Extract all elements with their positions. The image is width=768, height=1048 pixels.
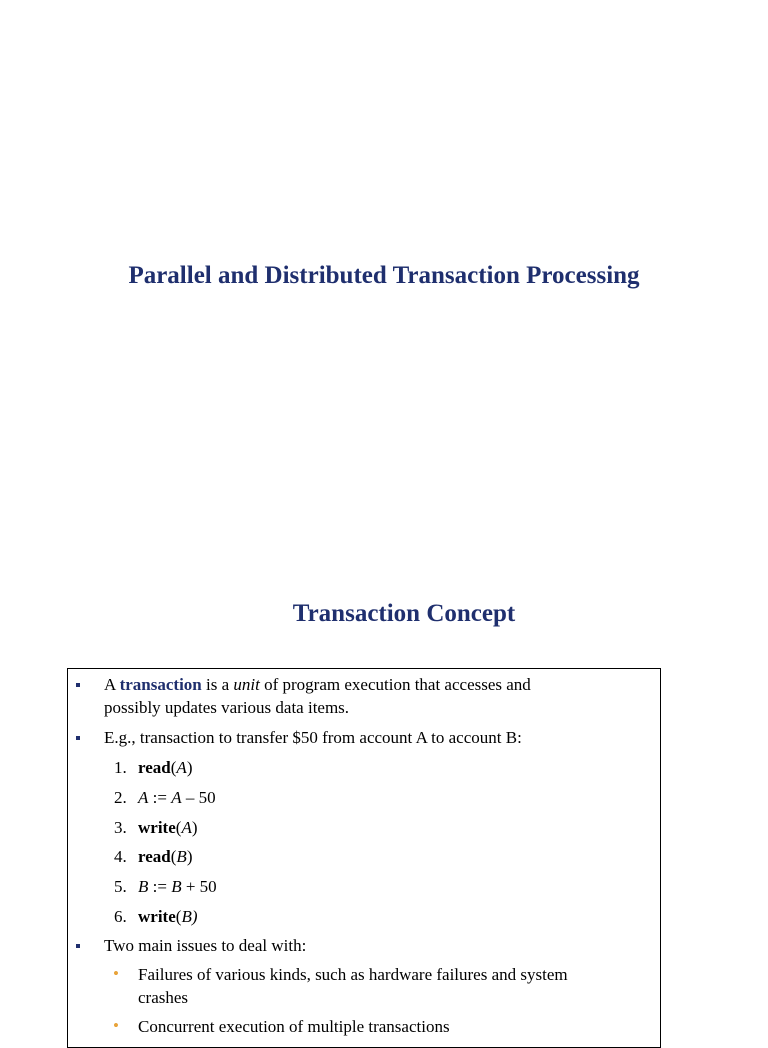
- step-number: 6.: [114, 907, 127, 926]
- term-transaction: transaction: [119, 675, 202, 694]
- keyword: read: [138, 847, 171, 866]
- text: (: [170, 758, 177, 777]
- step-3: [114, 816, 198, 839]
- step-4: [114, 845, 192, 868]
- variable: B): [181, 907, 198, 926]
- term-unit: unit: [233, 675, 260, 694]
- variable: A: [171, 788, 182, 807]
- text: + 50: [181, 877, 217, 896]
- step-number: 1.: [114, 758, 127, 777]
- text: (: [175, 818, 182, 837]
- square-bullet-icon: [76, 736, 80, 740]
- square-bullet-icon: [76, 944, 80, 948]
- text: (: [175, 907, 182, 926]
- sub-bullet-failures: Failures of various kinds, such as hardware failures and system: [138, 965, 568, 984]
- operator: :=: [148, 877, 172, 896]
- keyword: read: [138, 758, 171, 777]
- step-number: 2.: [114, 788, 127, 807]
- step-1: [114, 756, 192, 779]
- bullet-example: E.g., transaction to transfer $50 from account A to account B:: [104, 728, 522, 747]
- text: ): [191, 818, 198, 837]
- keyword: write: [138, 907, 176, 926]
- bullet-main-issues: Two main issues to deal with:: [104, 936, 307, 955]
- text: ): [186, 758, 193, 777]
- variable: B: [138, 877, 149, 896]
- step-number: 4.: [114, 847, 127, 866]
- variable: A: [181, 818, 192, 837]
- section-title: Transaction Concept: [292, 600, 516, 627]
- step-5: [114, 875, 217, 898]
- text: is a: [201, 675, 234, 694]
- variable: A: [176, 758, 187, 777]
- dot-bullet-icon: •: [113, 964, 119, 983]
- variable: A: [138, 788, 149, 807]
- sub-bullet-concurrency: Concurrent execution of multiple transactions: [138, 1017, 450, 1036]
- dot-bullet-icon: •: [113, 1016, 119, 1035]
- step-2: [114, 786, 216, 809]
- text: ): [186, 847, 193, 866]
- step-number: 5.: [114, 877, 127, 896]
- bullet-transaction-definition: [104, 673, 531, 696]
- keyword: write: [138, 818, 176, 837]
- slide-title: Parallel and Distributed Transaction Processing: [128, 262, 640, 289]
- operator: :=: [148, 788, 172, 807]
- variable: B: [171, 877, 182, 896]
- bullet-transaction-definition-cont: possibly updates various data items.: [104, 698, 350, 717]
- square-bullet-icon: [76, 683, 80, 687]
- text: A: [104, 675, 120, 694]
- text: (: [170, 847, 177, 866]
- text: of program execution that accesses and: [259, 675, 531, 694]
- text: – 50: [181, 788, 216, 807]
- variable: B: [176, 847, 187, 866]
- step-6: [114, 905, 197, 928]
- step-number: 3.: [114, 818, 127, 837]
- sub-bullet-failures-cont: crashes: [138, 988, 189, 1007]
